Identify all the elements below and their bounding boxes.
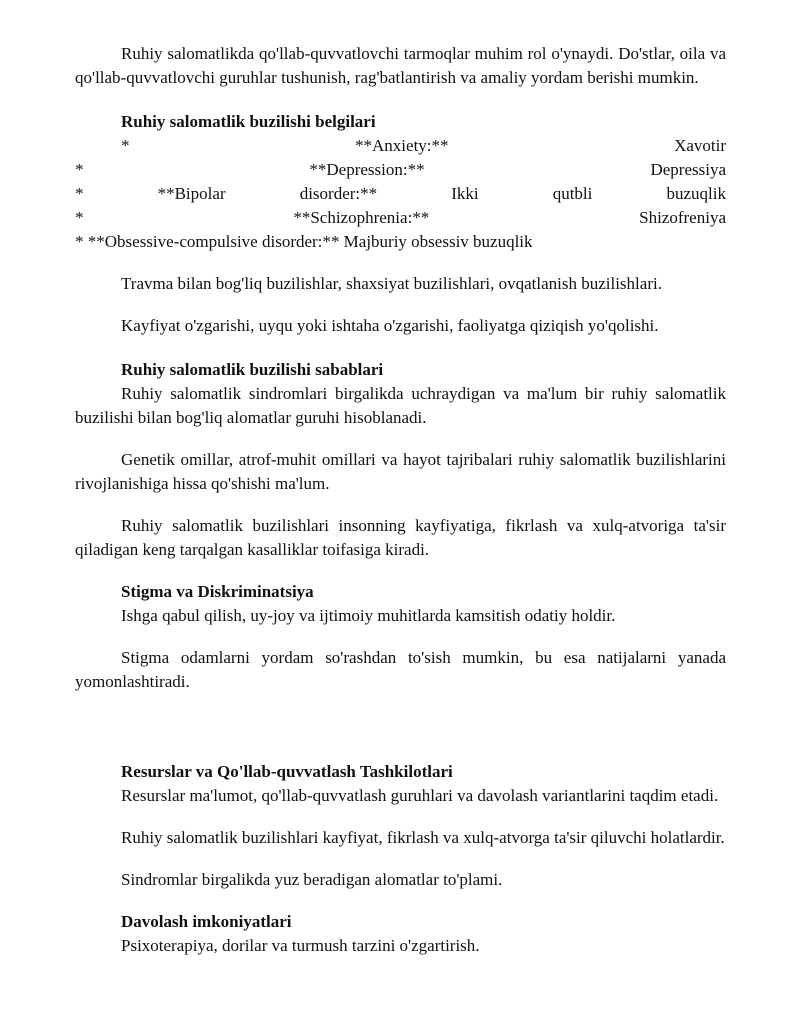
list-word: buzuqlik [666,184,726,203]
bullet-marker: * [75,208,84,227]
list-word: disorder:** [299,184,378,203]
signs-list-item [75,206,726,230]
resources-heading: Resurslar va Qo'llab-quvvatlash Tashkilotlari [121,762,453,781]
causes-heading: Ruhiy salomatlik buzilishi sabablari [121,360,384,379]
stigma-heading: Stigma va Diskriminatsiya [121,582,314,601]
resources-paragraph: Sindromlar birgalikda yuz beradigan alomatlar to'plami. [121,870,503,889]
list-translation: Xavotir [674,136,726,155]
list-word: **Bipolar [157,184,226,203]
signs-list-item: * **Obsessive-compulsive disorder:** Majburiy obsessiv buzuqlik [75,232,533,251]
causes-paragraph: Ruhiy salomatlik sindromlari birgalikda uchraydigan va ma'lum bir ruhiy salomatlik buzilishi bilan bog'liq alomatlar guruhi hisoblanadi. [75,384,726,427]
list-term: **Schizophrenia:** [293,208,430,227]
list-term: **Depression:** [309,160,425,179]
stigma-paragraph: Stigma odamlarni yordam so'rashdan to'sish mumkin, bu esa natijalarni yanada yomonlashtiradi. [75,648,726,691]
list-word: Ikki [451,184,479,203]
treatment-heading: Davolash imkoniyatlari [121,912,292,931]
causes-paragraph: Ruhiy salomatlik buzilishlari insonning kayfiyatiga, fikrlash va xulq-atvoriga ta'sir qiladigan keng tarqalgan kasalliklar toifasiga kiradi. [75,516,726,559]
signs-heading: Ruhiy salomatlik buzilishi belgilari [121,112,376,131]
document-page [75,42,726,958]
signs-list-item [75,158,726,182]
intro-paragraph: Ruhiy salomatlikda qo'llab-quvvatlovchi tarmoqlar muhim rol o'ynaydi. Do'stlar, oila va qo'llab-quvvatlovchi guruhlar tushunish, rag'batlantirish va amaliy yordam berishi mumkin. [75,44,726,87]
list-word: qutbli [552,184,593,203]
signs-paragraph: Kayfiyat o'zgarishi, uyqu yoki ishtaha o'zgarishi, faoliyatga qiziqish yo'qolishi. [121,316,659,335]
bullet-marker: * [75,160,84,179]
signs-list-item [75,182,726,206]
causes-paragraph: Genetik omillar, atrof-muhit omillari va hayot tajribalari ruhiy salomatlik buzilishlarini rivojlanishiga hissa qo'shishi ma'lum. [75,450,726,493]
signs-paragraph: Travma bilan bog'liq buzilishlar, shaxsiyat buzilishlari, ovqatlanish buzilishlari. [121,274,662,293]
list-term: **Anxiety:** [355,136,449,155]
treatment-paragraph: Psixoterapiya, dorilar va turmush tarzini o'zgartirish. [121,936,480,955]
stigma-paragraph: Ishga qabul qilish, uy-joy va ijtimoiy muhitlarda kamsitish odatiy holdir. [121,606,616,625]
list-translation: Shizofreniya [639,208,726,227]
resources-paragraph: Ruhiy salomatlik buzilishlari kayfiyat, fikrlash va xulq-atvorga ta'sir qiluvchi holatlardir. [121,828,725,847]
bullet-marker: * [75,184,84,203]
resources-paragraph: Resurslar ma'lumot, qo'llab-quvvatlash guruhlari va davolash variantlarini taqdim etadi. [121,786,719,805]
signs-list-item [75,134,726,158]
bullet-marker: * [121,136,130,155]
list-translation: Depressiya [650,160,726,179]
